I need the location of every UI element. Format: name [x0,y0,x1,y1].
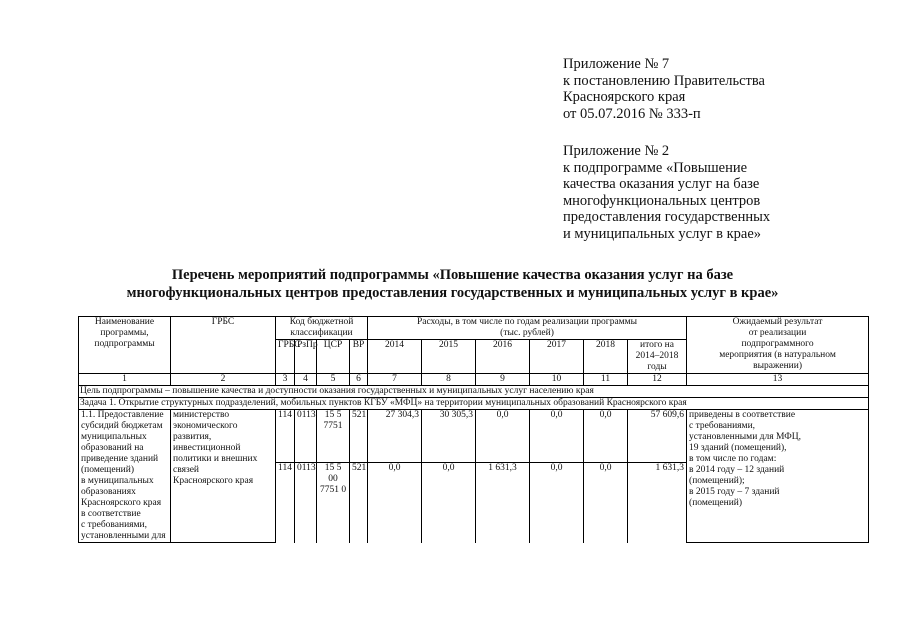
cell-grbs-code: 114 [276,462,295,543]
appendix-7-header: Приложение № 7 к постановлению Правительства Красноярского края от 05.07.2016 № 333-п [563,56,765,122]
col-number: 6 [350,374,368,386]
header-total: итого на 2014–2018 годы [628,340,687,374]
cell-2015: 0,0 [422,462,476,543]
cell-2014: 27 304,3 [368,410,422,463]
header-code-grbs: ГРБС [276,340,295,374]
goal-row [79,386,869,398]
document-title: Перечень мероприятий подпрограммы «Повышение качества оказания услуг на базе многофункциональных центров предоставления государственных и муниципальных услуг в крае» [126,267,779,301]
col-number: 11 [584,374,628,386]
cell-total: 57 609,6 [628,410,687,463]
cell-rzpr: 0113 [295,410,317,463]
measures-table [78,316,869,543]
appendix-2-header: Приложение № 2 к подпрограмме «Повышение качества оказания услуг на базе многофункциональных центров предоставления государственных и муниципальных услуг в крае» [563,143,771,242]
header-year-2017: 2017 [530,340,584,374]
task-1: Задача 1. Открытие структурных подразделений, мобильных пунктов КГБУ «МФЦ» на территории муниципальных образований Красноярского края [79,398,869,410]
table-row [79,410,869,463]
cell-grbs-code: 114 [276,410,295,463]
cell-rzpr: 0113 [295,462,317,543]
cell-2017: 0,0 [530,410,584,463]
header-code-csr: ЦСР [317,340,350,374]
measure-result: приведены в соответствие с требованиями, установленными для МФЦ, 19 зданий (помещений), в том числе по годам: в 2014 году – 12 зданий (помещений); в 2015 году – 7 зданий (помещений) [687,410,869,543]
cell-2018: 0,0 [584,410,628,463]
col-number: 10 [530,374,584,386]
header-year-2015: 2015 [422,340,476,374]
col-number: 1 [79,374,171,386]
cell-vr: 521 [350,462,368,543]
cell-2014: 0,0 [368,462,422,543]
header-year-2018: 2018 [584,340,628,374]
cell-2015: 30 305,3 [422,410,476,463]
cell-total: 1 631,3 [628,462,687,543]
cell-2018: 0,0 [584,462,628,543]
header-code-rzpr: РзПр [295,340,317,374]
col-number: 5 [317,374,350,386]
cell-csr: 15 5 7751 [317,410,350,463]
column-number-row [79,374,869,386]
header-result: Ожидаемый результат от реализации подпрограммного мероприятия (в натуральном выражении) [687,317,869,374]
cell-2017: 0,0 [530,462,584,543]
col-number: 3 [276,374,295,386]
col-number: 4 [295,374,317,386]
measure-grbs: министерство экономического развития, инвестиционной политики и внешних связей Красноярского края [171,410,276,543]
cell-vr: 521 [350,410,368,463]
header-year-2016: 2016 [476,340,530,374]
header-name: Наименование программы, подпрограммы [79,317,171,374]
header-year-2014: 2014 [368,340,422,374]
header-code-vr: ВР [350,340,368,374]
task-row [79,398,869,410]
header-budget-code: Код бюджетной классификации [276,317,368,340]
col-number: 9 [476,374,530,386]
col-number: 13 [687,374,869,386]
col-number: 2 [171,374,276,386]
cell-csr: 15 5 00 7751 0 [317,462,350,543]
program-goal: Цель подпрограммы – повышение качества и доступности оказания государственных и муниципальных услуг населению края [79,386,869,398]
table-header-row [79,317,869,340]
header-grbs: ГРБС [171,317,276,374]
col-number: 8 [422,374,476,386]
cell-2016: 1 631,3 [476,462,530,543]
measure-name: 1.1. Предоставление субсидий бюджетам муниципальных образований на приведение зданий (помещений) в муниципальных образованиях Красноярского края в соответствие с требованиями, установленными для [79,410,171,543]
col-number: 12 [628,374,687,386]
cell-2016: 0,0 [476,410,530,463]
header-expenses: Расходы, в том числе по годам реализации программы (тыс. рублей) [368,317,687,340]
col-number: 7 [368,374,422,386]
